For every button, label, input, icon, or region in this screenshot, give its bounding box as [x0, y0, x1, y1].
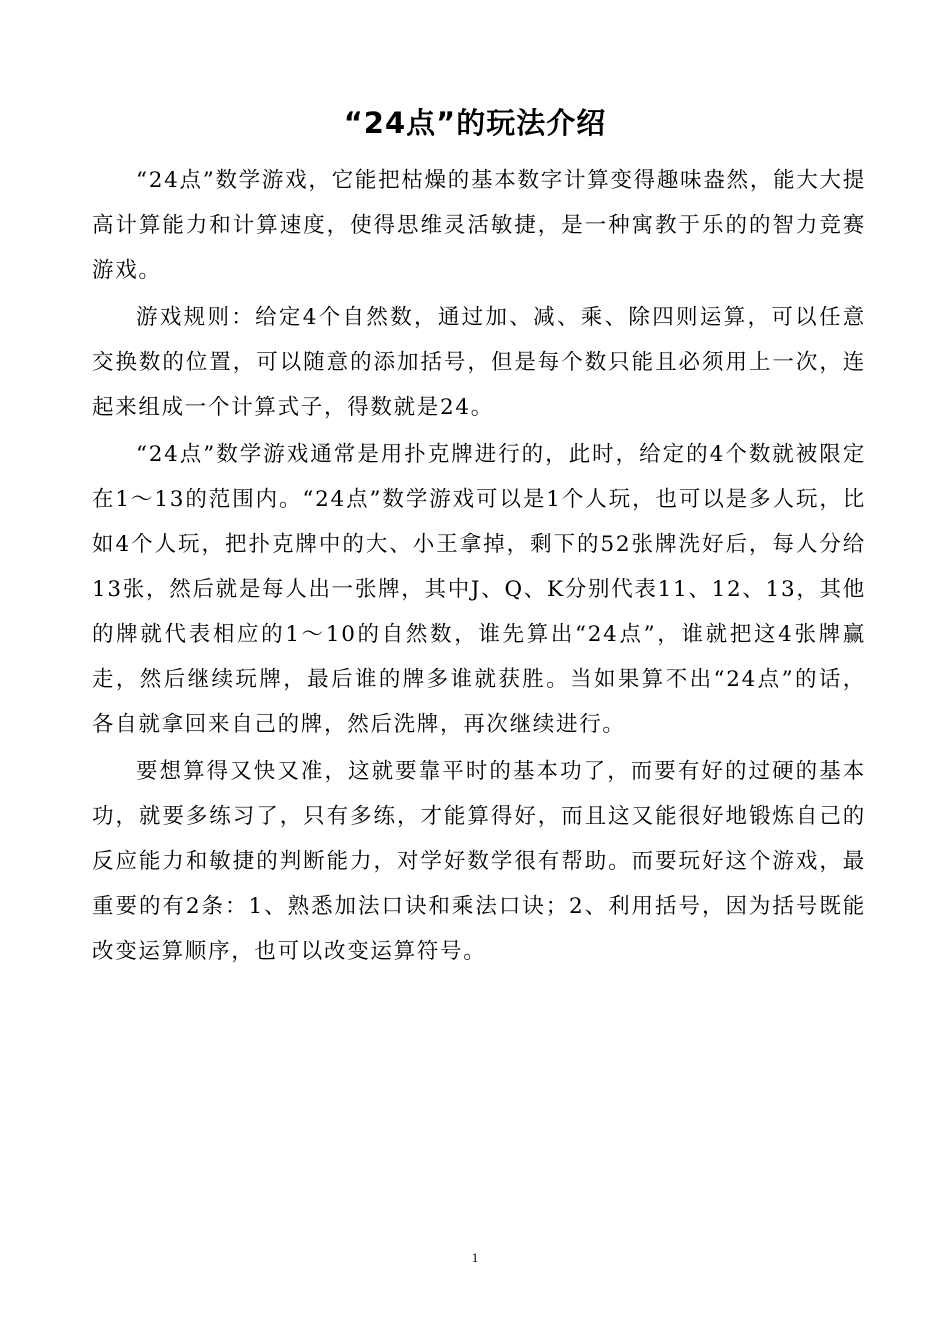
page-title: “24点”的玩法介绍 [343, 106, 607, 141]
paragraph-playing-cards: “24点”数学游戏通常是用扑克牌进行的，此时，给定的4个数就被限定在1～13的范围内。“24点”数学游戏可以是1个人玩，也可以是多人玩，比如4个人玩，把扑克牌中的大、小王拿掉，剩下的52张牌洗好后，每人分给13张，然后就是每人出一张牌，其中J、Q、K分别代表11、12、13，其他的牌就代表相应的1～10的自然数，谁先算出“24点”，谁就把这4张牌赢走，然后继续玩牌，最后谁的牌多谁就获胜。当如果算不出“24点”的话，各自就拿回来自己的牌，然后洗牌，再次继续进行。 [92, 442, 866, 737]
page-number: 1 [471, 1250, 479, 1265]
paragraph-practice-tips: 要想算得又快又准，这就要靠平时的基本功了，而要有好的过硬的基本功，就要多练习了，只有多练，才能算得好，而且这又能很好地锻炼自己的反应能力和敏捷的判断能力，对学好数学很有帮助。而要玩好这个游戏，最重要的有2条：1、熟悉加法口诀和乘法口诀；2、利用括号，因为括号既能改变运算顺序，也可以改变运算符号。 [92, 759, 866, 964]
paragraph-rules: 游戏规则：给定4个自然数，通过加、减、乘、除四则运算，可以任意交换数的位置，可以随意的添加括号，但是每个数只能且必须用上一次，连起来组成一个计算式子，得数就是24。 [92, 305, 866, 420]
document-body [92, 158, 866, 976]
paragraph-intro: “24点”数学游戏，它能把枯燥的基本数字计算变得趣味盎然，能大大提高计算能力和计算速度，使得思维灵活敏捷，是一种寓教于乐的的智力竞赛游戏。 [92, 168, 866, 283]
